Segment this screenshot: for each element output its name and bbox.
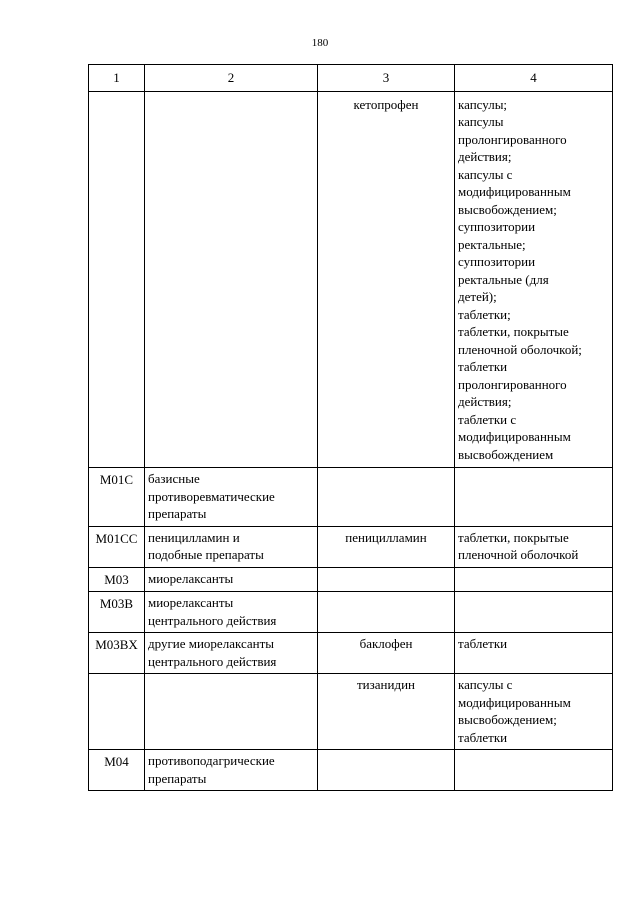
dosage-form-line: ректальные;	[458, 236, 526, 252]
dosage-form-line: пленочной оболочкой;	[458, 341, 582, 357]
anatomical-therapeutic-group-cell	[145, 567, 318, 592]
group-line: центрального действия	[148, 653, 277, 669]
drug-name-cell: тизанидин	[318, 674, 455, 750]
dosage-form-line: таблетки, покрытые	[458, 529, 569, 545]
table-body	[89, 91, 613, 791]
group-line: препараты	[148, 506, 207, 521]
drug-table	[88, 64, 613, 791]
table-row	[89, 91, 613, 468]
dosage-form-line: действия;	[458, 149, 512, 164]
anatomical-therapeutic-group-cell	[145, 592, 318, 633]
drug-name-cell	[318, 567, 455, 592]
dosage-form-cell	[455, 674, 613, 750]
table-row	[89, 633, 613, 674]
dosage-form-line: действия;	[458, 394, 512, 409]
dosage-form-line: капсулы с	[458, 166, 513, 182]
dosage-form-cell	[455, 468, 613, 527]
atc-code-cell: M03B	[89, 592, 145, 633]
table-row	[89, 592, 613, 633]
table-row	[89, 750, 613, 791]
drug-name-cell	[318, 592, 455, 633]
dosage-form-line: модифицированным	[458, 429, 571, 444]
anatomical-therapeutic-group-cell	[145, 526, 318, 567]
drug-name-cell	[318, 750, 455, 791]
group-line: другие миорелаксанты	[148, 636, 275, 651]
group-line: противоподагрические	[148, 753, 275, 768]
dosage-form-cell	[455, 567, 613, 592]
dosage-form-line: модифицированным	[458, 184, 571, 199]
dosage-form-cell	[455, 526, 613, 567]
group-line: миорелаксанты	[148, 595, 234, 610]
column-header: 4	[455, 65, 613, 92]
drug-name-cell	[318, 468, 455, 527]
dosage-form-line: пролонгированного	[458, 376, 567, 392]
group-line: центрального действия	[148, 612, 277, 628]
dosage-form-line: суппозитории	[458, 254, 536, 269]
column-header: 1	[89, 65, 145, 92]
dosage-form-line: таблетки, покрытые	[458, 324, 569, 339]
table-row	[89, 526, 613, 567]
group-line: подобные препараты	[148, 547, 264, 562]
atc-code-cell	[89, 674, 145, 750]
anatomical-therapeutic-group-cell	[145, 91, 318, 468]
drug-name-cell: пеницилламин	[318, 526, 455, 567]
dosage-form-cell	[455, 91, 613, 468]
drug-name-cell: кетопрофен	[318, 91, 455, 468]
drug-name-cell: баклофен	[318, 633, 455, 674]
atc-code-cell: M04	[89, 750, 145, 791]
table-row	[89, 567, 613, 592]
group-line: базисные	[148, 471, 200, 486]
page-number: 180	[311, 37, 329, 49]
group-line: препараты	[148, 770, 207, 786]
dosage-form-line: таблетки	[458, 359, 508, 374]
group-line: пеницилламин и	[148, 529, 240, 545]
dosage-form-line: суппозитории	[458, 219, 536, 234]
dosage-form-line: ректальные (для	[458, 271, 549, 287]
atc-code-cell: M01C	[89, 468, 145, 527]
dosage-form-line: таблетки с	[458, 411, 517, 427]
atc-code-cell: M03BX	[89, 633, 145, 674]
dosage-form-line: таблетки	[458, 636, 508, 651]
anatomical-therapeutic-group-cell	[145, 468, 318, 527]
anatomical-therapeutic-group-cell	[145, 633, 318, 674]
dosage-form-line: модифицированным	[458, 694, 571, 710]
dosage-form-cell	[455, 633, 613, 674]
dosage-form-line: пленочной оболочкой	[458, 547, 579, 562]
column-header: 3	[318, 65, 455, 92]
table-header-row	[89, 65, 613, 92]
dosage-form-line: капсулы;	[458, 96, 508, 112]
dosage-form-line: высвобождением;	[458, 712, 557, 727]
dosage-form-line: таблетки	[458, 729, 508, 745]
dosage-form-line: высвобождением	[458, 446, 554, 462]
column-header: 2	[145, 65, 318, 92]
dosage-form-cell	[455, 592, 613, 633]
dosage-form-line: капсулы с	[458, 677, 513, 692]
dosage-form-line: капсулы	[458, 114, 504, 129]
atc-code-cell: M01CC	[89, 526, 145, 567]
table-row	[89, 468, 613, 527]
dosage-form-line: таблетки;	[458, 306, 511, 322]
dosage-form-cell	[455, 750, 613, 791]
table-row	[89, 674, 613, 750]
anatomical-therapeutic-group-cell	[145, 750, 318, 791]
group-line: противоревматические	[148, 488, 275, 504]
atc-code-cell	[89, 91, 145, 468]
group-line: миорелаксанты	[148, 570, 234, 586]
anatomical-therapeutic-group-cell	[145, 674, 318, 750]
atc-code-cell: M03	[89, 567, 145, 592]
dosage-form-line: детей);	[458, 289, 497, 304]
dosage-form-line: высвобождением;	[458, 201, 557, 217]
dosage-form-line: пролонгированного	[458, 131, 567, 147]
